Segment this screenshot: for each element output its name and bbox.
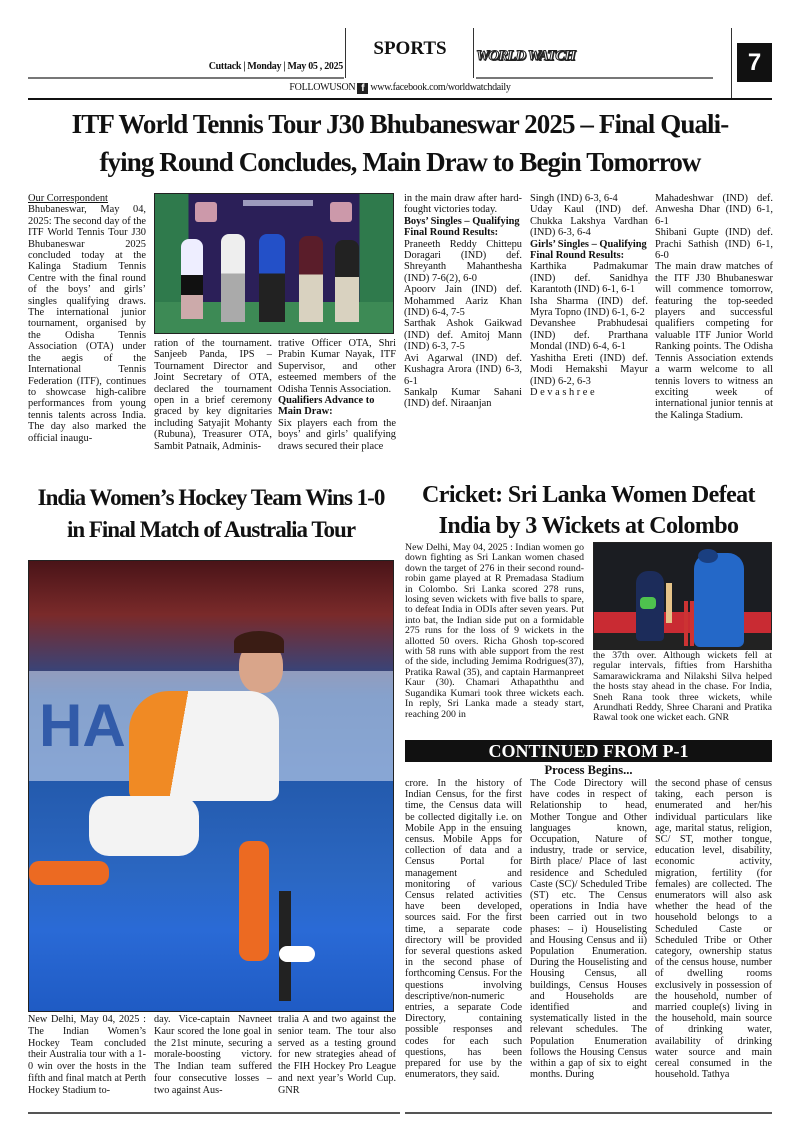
divider	[476, 77, 713, 79]
cricket-column-1	[405, 543, 584, 720]
headline-line: India Women’s Hockey Team Wins 1-0	[37, 485, 385, 510]
headline-line: in Final Match of Australia Tour	[66, 517, 356, 543]
paragraph: Mahadeshwar (IND) def. Anwesha Dhar (IND) 6-1, 6-1	[655, 193, 773, 227]
census-column-1	[405, 778, 522, 1080]
subheading: Qualifiers Advance to Main Draw:	[278, 395, 375, 418]
page-number: 7	[737, 43, 772, 82]
cricket-headline	[405, 480, 772, 542]
paragraph: Praneeth Reddy Chittepu Doragari (IND) def. Shreyanth Mahanthesha (IND) 7-6(2), 6-0	[404, 238, 522, 284]
paragraph: Singh (IND) 6-3, 6-4	[530, 193, 618, 204]
continued-banner	[405, 740, 772, 762]
banner-text: CONTINUED FROM P-1	[488, 741, 689, 761]
column-text	[405, 778, 522, 1080]
headline-line: Cricket: Sri Lanka Women Defeat	[422, 482, 755, 508]
divider	[345, 28, 346, 78]
paragraph: Sarthak Ashok Gaikwad (IND) def. Amitoj Mann (IND) 6-3, 7-5	[404, 318, 522, 353]
column-text	[154, 1014, 272, 1097]
paragraph: Yashitha Ereti (IND) def. Modi Hemakshi Mayur (IND) 6-2, 6-3	[530, 352, 648, 387]
byline: Our Correspondent	[28, 193, 108, 204]
column-text	[154, 338, 272, 452]
column-text	[278, 1014, 396, 1097]
tennis-column-1	[28, 193, 146, 444]
divider	[28, 1112, 400, 1114]
column-text	[655, 778, 772, 1080]
headline-line: India by 3 Wickets at Colombo	[438, 513, 739, 540]
paragraph: New Delhi, May 04, 2025 : The Indian Women’s Hockey Team concluded their Australia tour with a 1-0 win over the hosts in the fifth and final match at Perth Hockey Stadium to-	[28, 1014, 146, 1096]
column-text	[404, 193, 522, 410]
paragraph: ration of the tournament. Sanjeeb Panda, IPS – Tournament Director and Joint Secretary of OTA, declared the tournament open in a brief ceremony graced by key dignitaries including Satyajit Mohanty (Rubuna), Treasurer OTA, Sambit Patnaik, Adminis-	[154, 338, 272, 452]
follow-bar	[200, 82, 600, 94]
divider	[405, 1112, 772, 1114]
column-text	[530, 193, 648, 398]
paragraph: Devanshee Prabhudesai (IND) def. Prarthana Mondal (IND) 6-4, 6-1	[530, 318, 648, 353]
hockey-player-photo: HA	[28, 560, 394, 1012]
hockey-column-1	[28, 1014, 146, 1097]
facebook-icon[interactable]: f	[357, 83, 368, 94]
subheading: Girls’ Singles – Qualifying Final Round Results:	[530, 238, 647, 262]
tennis-ceremony-photo	[154, 193, 394, 334]
paragraph: Isha Sharma (IND) def. Myra Topno (IND) 6-1, 6-2	[530, 295, 648, 319]
tennis-column-3	[278, 338, 396, 452]
hockey-headline	[28, 482, 394, 546]
column-text	[28, 204, 146, 444]
continued-subhead: Process Begins...	[544, 763, 633, 777]
subheading: Boys’ Singles – Qualifying Final Round Results:	[404, 215, 520, 239]
cricket-match-photo	[593, 542, 772, 650]
paragraph: day. Vice-captain Navneet Kaur scored the lone goal in the 21st minute, securing a morale-boosting victory. The Indian team suffered four consecutive losses – two against Aus-	[154, 1014, 272, 1096]
paragraph: crore. In the history of Indian Census, for the first time, the Census data will be collected digitally i.e. on Mobile App in the ensuing census. Mobile Apps for collection of data and a Census Portal for management and monitoring of various Census related activities have been developed, sources said. For the first time, a separate code directory will be provided for several questions asked in the second phase of forthcoming Census. For the questions involving descriptive/non-numeric entries, a separate Code Directory, containing possible responses and codes for each such questions, has been prepared for use by the enumerators, they said.	[405, 778, 522, 1081]
divider	[731, 28, 732, 99]
paragraph: The Code Directory will have codes in respect of Relationship to head, Mother Tongue and Other languages known, Occupation, Nature of industry, trade or service, Birth place/ Place of last residence and Scheduled Caste (SC)/ Scheduled Tribe (ST) etc. The Census operations in India have been carried out in two phases: – i) Houselisting and Housing Census and ii) Population Enumeration. During the Houselisting and Housing Census, all buildings, Census Houses and Households are identified and systematically listed in the relevant schedules. The Population Enumeration follows the Housing Census within a gap of six to eight months. During	[530, 778, 647, 1081]
hockey-column-3	[278, 1014, 396, 1097]
paragraph: D e v a s h r e e	[530, 386, 595, 398]
paragraph: the second phase of census taking, each person is enumerated and her/his individual particulars like age, marital status, religion, SC/ ST, mother tongue, education level, disability, economic activity, migration, fertility (for females) are collected. The enumerators will also ask whether the head of the household belongs to a Scheduled Caste or Scheduled Tribe or Other category, ownership status of the census house, number of dwelling rooms exclusively in possession of the household, number of married couple(s) living in the household, main source of drinking water, availability of drinking water source and main cereal consumed in the household. Tathya	[655, 778, 772, 1081]
section-title: SPORTS	[373, 38, 447, 59]
paragraph: Bhubaneswar, May 04, 2025: The second day of the ITF World Tennis Tour J30 Bhubaneswar 2025 concluded today at the Kalinga Stadium Tennis Centre with the final round of the boys’ and girls’ singles qualifying draws. The international junior tournament, organised by the Odisha Tennis Association (OTA) under the aegis of the International Tennis Federation (ITF), continues to showcase high-calibre performances from young tennis talents across India. The day also marked the official inaugu-	[28, 204, 146, 444]
column-text	[655, 193, 773, 421]
hockey-column-2	[154, 1014, 272, 1097]
paragraph: The main draw matches of the ITF J30 Bhubaneswar will commence tomorrow, featuring the top-seeded players and successful qualifiers competing for valuable ITF Junior World Ranking points. The Odisha Tennis Association extends a warm welcome to all tennis lovers to witness an exciting week of international junior tennis at the Kalinga Stadium.	[655, 261, 773, 421]
tennis-column-2	[154, 338, 272, 452]
paragraph: in the main draw after hard-fought victories today.	[404, 193, 522, 216]
paragraph: Sankalp Kumar Sahani (IND) def. Niraanjan	[404, 386, 522, 410]
divider	[473, 28, 474, 78]
headline-line: fying Round Concludes, Main Draw to Begin Tomorrow	[99, 146, 701, 177]
paragraph: Apoorv Jain (IND) def. Mohammed Aariz Khan (IND) 6-4, 7-5	[404, 284, 522, 319]
column-text	[530, 778, 647, 1080]
census-column-2	[530, 778, 647, 1080]
follow-label: FOLLOWUSON	[289, 82, 356, 93]
paragraph: tralia A and two against the senior team. The tour also served as a testing ground for new strategies ahead of the FIH Hockey Pro League and next year’s World Cup. GNR	[278, 1014, 396, 1096]
tennis-headline	[28, 106, 772, 182]
divider	[28, 98, 772, 100]
dateline: Cuttack | Monday | May 05 , 2025	[208, 61, 343, 72]
census-column-3	[655, 778, 772, 1080]
newspaper-logo[interactable]: WORLD WATCH	[476, 48, 575, 64]
paragraph: New Delhi, May 04, 2025 : Indian women go down fighting as Sri Lankan women chased down the target of 276 in their second round-robin game played at R Premadasa Stadium in Colombo. Sri Lanka scored 278 runs, losing seven wickets with five balls to spare, to defeat India in ODIs after seven years. Put into bat, the Indian side put on a formidable 275 runs for the loss of 9 wickets in the allotted 50 overs. Richa Ghosh top-scored with 58 runs with able support from the rest of the side, including Jemima Rodrigues(37), Pratika Rawal (35), and captain Harmanpreet Kaur (30). Chamari Athapaththu and Sugandika Kumari took three wickets each. In reply, Sri Lanka made a steady start, reaching 200 in	[405, 542, 584, 720]
column-text	[28, 1014, 146, 1097]
paragraph: trative Officer OTA, Shri Prabin Kumar Nayak, ITF Supervisor, and other esteemed members of the Odisha Tennis Association.	[278, 338, 396, 395]
paragraph: Karthika Padmakumar (IND) def. Sanidhya Karantoth (IND) 6-1, 6-1	[530, 261, 648, 296]
column-text	[593, 651, 772, 724]
paragraph: Avi Agarwal (IND) def. Kushagra Arora (IND) 6-3, 6-1	[404, 352, 522, 387]
paragraph: Uday Kaul (IND) def. Chukka Lakshya Vardhan (IND) 6-3, 6-4	[530, 204, 648, 239]
headline-line: ITF World Tennis Tour J30 Bhubaneswar 2025 – Final Quali-	[71, 109, 729, 139]
paragraph: Six players each from the boys’ and girls’ qualifying draws secured their place	[278, 417, 396, 452]
cricket-column-2	[593, 651, 772, 724]
paragraph: Shibani Gupte (IND) def. Prachi Sathish (IND) 6-1, 6-0	[655, 227, 773, 262]
tennis-column-6	[655, 193, 773, 421]
tennis-column-5	[530, 193, 648, 398]
column-text	[405, 543, 584, 720]
divider	[28, 77, 344, 79]
tennis-column-4	[404, 193, 522, 410]
column-text	[278, 338, 396, 452]
paragraph: the 37th over. Although wickets fell at regular intervals, fifties from Harshitha Samarawickrama and Nilakshi Silva helped the hosts stay ahead in the chase. For India, Sneh Rana took three wickets, while Arundhati Reddy, Shree Charani and Pratika Rawal took one wicket each. GNR	[593, 650, 772, 724]
facebook-link[interactable]: www.facebook.com/worldwatchdaily	[370, 82, 511, 93]
